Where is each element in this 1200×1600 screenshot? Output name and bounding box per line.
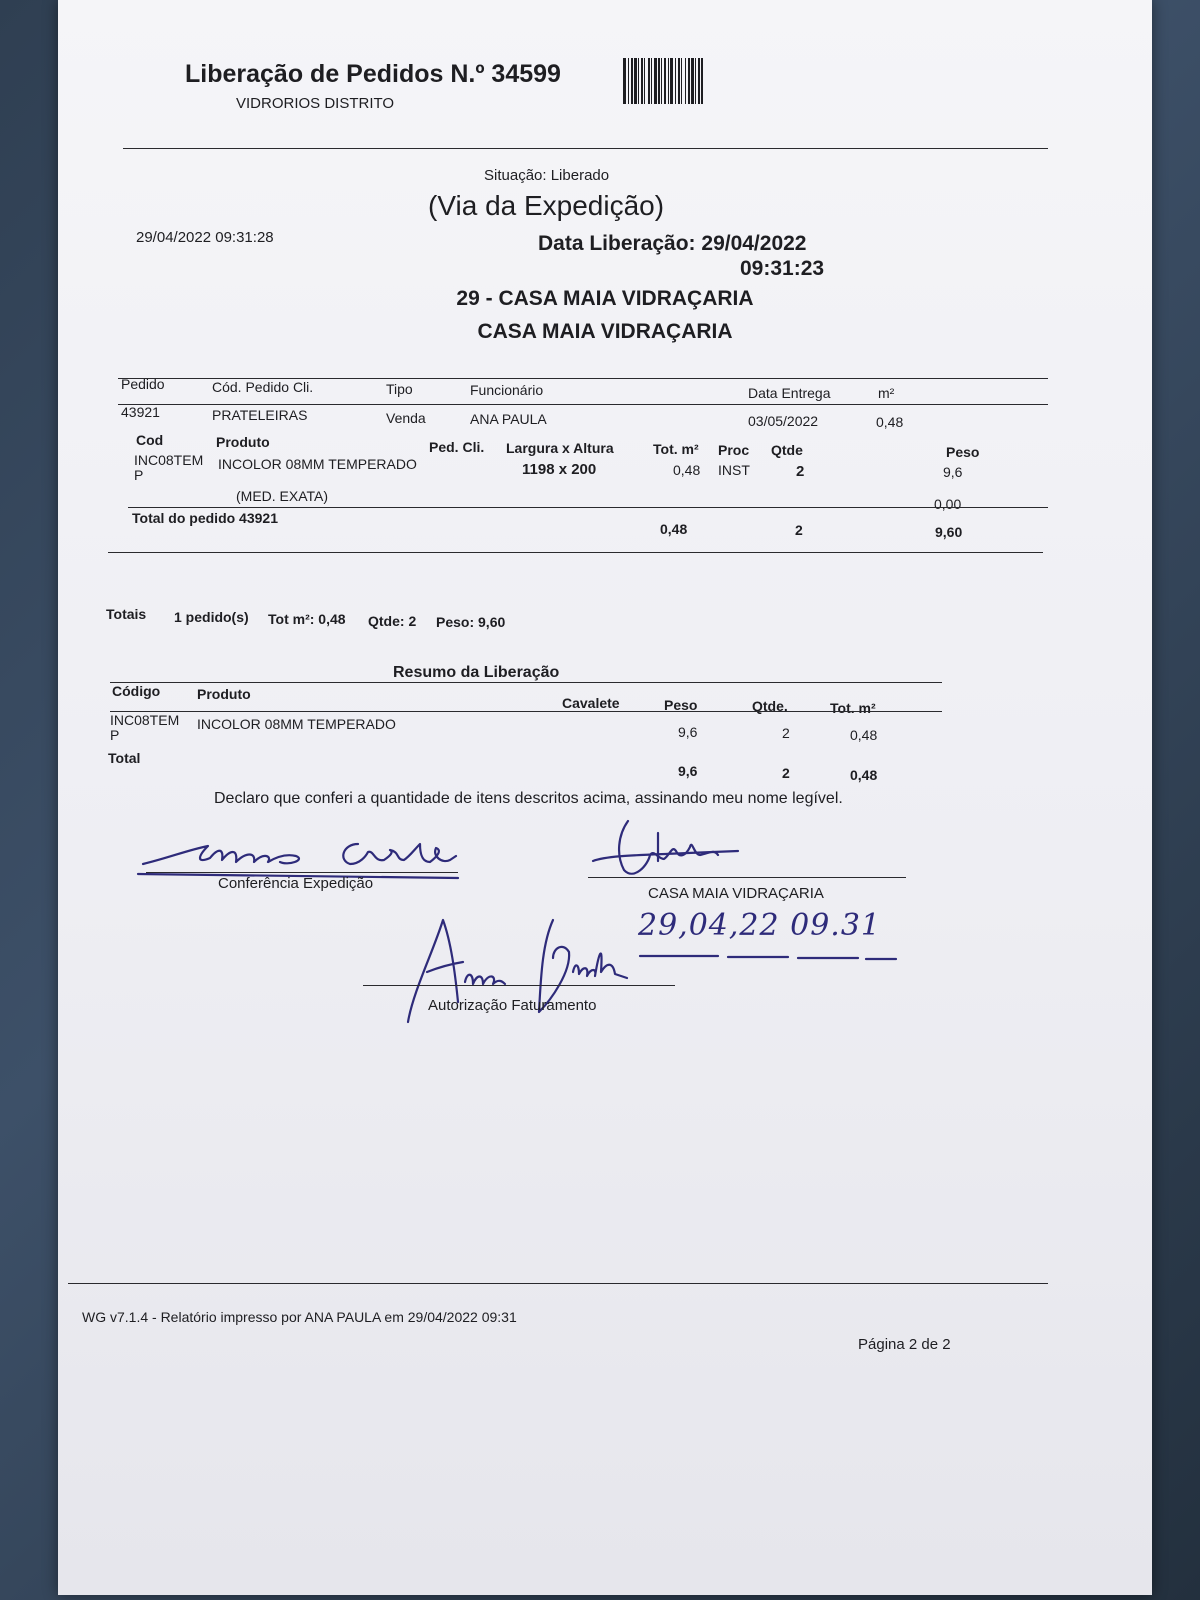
- client-line-1: 29 - CASA MAIA VIDRAÇARIA: [456, 287, 754, 310]
- item-peso: 9,6: [943, 464, 963, 480]
- order-cod-pedido-cli: PRATELEIRAS: [212, 407, 308, 423]
- resumo-col-produto: Produto: [197, 686, 251, 702]
- col-tot-m2: Tot. m²: [653, 441, 699, 457]
- order-table-bottom-rule: [108, 552, 1043, 553]
- order-data-entrega: 03/05/2022: [748, 413, 819, 429]
- item-cod-line1: INC08TEM: [134, 452, 204, 468]
- order-total-m2: 0,48: [660, 521, 688, 537]
- col-funcionario: Funcionário: [470, 382, 544, 398]
- col-pedido: Pedido: [121, 376, 165, 392]
- cliente-signature: [588, 815, 758, 890]
- data-liberacao: Data Liberação: 29/04/2022: [538, 232, 807, 255]
- cliente-label: CASA MAIA VIDRAÇARIA: [648, 885, 824, 902]
- resumo-produto: INCOLOR 08MM TEMPERADO: [197, 716, 396, 732]
- company-name: VIDRORIOS DISTRITO: [236, 95, 395, 112]
- col-ped-cli: Ped. Cli.: [429, 439, 485, 455]
- resumo-codigo-line1: INC08TEM: [110, 712, 180, 728]
- totais-pedidos: 1 pedido(s): [174, 609, 249, 625]
- resumo-codigo-line2: P: [110, 727, 120, 743]
- item-obs: (MED. EXATA): [236, 488, 329, 504]
- item-qtde: 2: [796, 463, 805, 480]
- handwritten-date-underline: [638, 952, 898, 962]
- col-tipo: Tipo: [386, 381, 413, 397]
- totais-label: Totais: [106, 606, 147, 622]
- totais-qtde: Qtde: 2: [368, 613, 417, 629]
- order-m2: 0,48: [876, 414, 904, 430]
- conferencia-line: [146, 872, 458, 873]
- cliente-line: [588, 877, 906, 878]
- resumo-col-codigo: Código: [112, 683, 161, 699]
- barcode-icon: [623, 58, 706, 104]
- conferencia-label: Conferência Expedição: [218, 875, 374, 892]
- resumo-col-tot-m2: Tot. m²: [830, 700, 876, 716]
- item-obs-peso: 0,00: [934, 496, 962, 512]
- col-proc: Proc: [718, 442, 750, 458]
- footer-rule: [68, 1283, 1048, 1284]
- footer-page-number: Página 2 de 2: [858, 1336, 951, 1353]
- resumo-total-qtde: 2: [782, 765, 790, 781]
- item-total-rule: [128, 507, 1048, 508]
- col-cod-pedido-cli: Cód. Pedido Cli.: [212, 379, 314, 395]
- autorizacao-signature: [403, 912, 663, 1032]
- client-line-2: CASA MAIA VIDRAÇARIA: [477, 320, 733, 343]
- order-funcionario: ANA PAULA: [470, 411, 547, 427]
- resumo-col-cavalete: Cavalete: [562, 695, 620, 711]
- resumo-total-peso: 9,6: [678, 763, 698, 779]
- order-total-label: Total do pedido 43921: [132, 510, 278, 526]
- resumo-title: Resumo da Liberação: [393, 664, 560, 681]
- order-header-rule: [118, 404, 1048, 405]
- declaration-text: Declaro que conferi a quantidade de itens descritos acima, assinando meu nome legível.: [214, 790, 843, 807]
- order-tipo: Venda: [386, 410, 426, 426]
- printed-at: 29/04/2022 09:31:28: [136, 229, 274, 246]
- resumo-total-tot-m2: 0,48: [850, 767, 878, 783]
- header-divider: [123, 148, 1048, 149]
- document-page: [58, 0, 1152, 1595]
- col-peso: Peso: [946, 444, 980, 460]
- order-pedido: 43921: [121, 404, 160, 420]
- autorizacao-label: Autorização Faturamento: [428, 997, 597, 1014]
- item-cod-line2: P: [134, 467, 144, 483]
- resumo-col-peso: Peso: [664, 697, 698, 713]
- col-produto: Produto: [216, 434, 270, 450]
- resumo-peso: 9,6: [678, 724, 698, 740]
- totais-peso: Peso: 9,60: [436, 614, 506, 630]
- item-proc: INST: [718, 462, 750, 478]
- resumo-header-rule: [110, 711, 942, 712]
- order-total-qtde: 2: [795, 522, 803, 538]
- resumo-tot-m2: 0,48: [850, 727, 878, 743]
- col-largura-altura: Largura x Altura: [506, 440, 614, 456]
- resumo-col-qtde: Qtde.: [752, 698, 788, 714]
- col-m2: m²: [878, 385, 895, 401]
- hora-liberacao: 09:31:23: [740, 257, 825, 280]
- handwritten-date: 29,04,22 09.31: [638, 908, 882, 943]
- order-total-peso: 9,60: [935, 524, 963, 540]
- item-produto: INCOLOR 08MM TEMPERADO: [218, 456, 417, 472]
- resumo-total-label: Total: [108, 750, 141, 766]
- col-qtde: Qtde: [771, 442, 803, 458]
- autorizacao-line: [363, 985, 675, 986]
- via-label: (Via da Expedição): [428, 190, 665, 221]
- resumo-qtde: 2: [782, 725, 790, 741]
- document-title: Liberação de Pedidos N.º 34599: [185, 60, 561, 88]
- item-tot-m2: 0,48: [673, 462, 701, 478]
- col-cod: Cod: [136, 432, 164, 448]
- footer-printed-by: WG v7.1.4 - Relatório impresso por ANA PAULA em 29/04/2022 09:31: [82, 1309, 517, 1325]
- totais-tot-m2: Tot m²: 0,48: [268, 611, 346, 627]
- status-situacao: Situação: Liberado: [484, 167, 610, 184]
- col-data-entrega: Data Entrega: [748, 385, 831, 401]
- resumo-top-rule: [110, 682, 942, 683]
- item-dimensoes: 1198 x 200: [522, 461, 597, 478]
